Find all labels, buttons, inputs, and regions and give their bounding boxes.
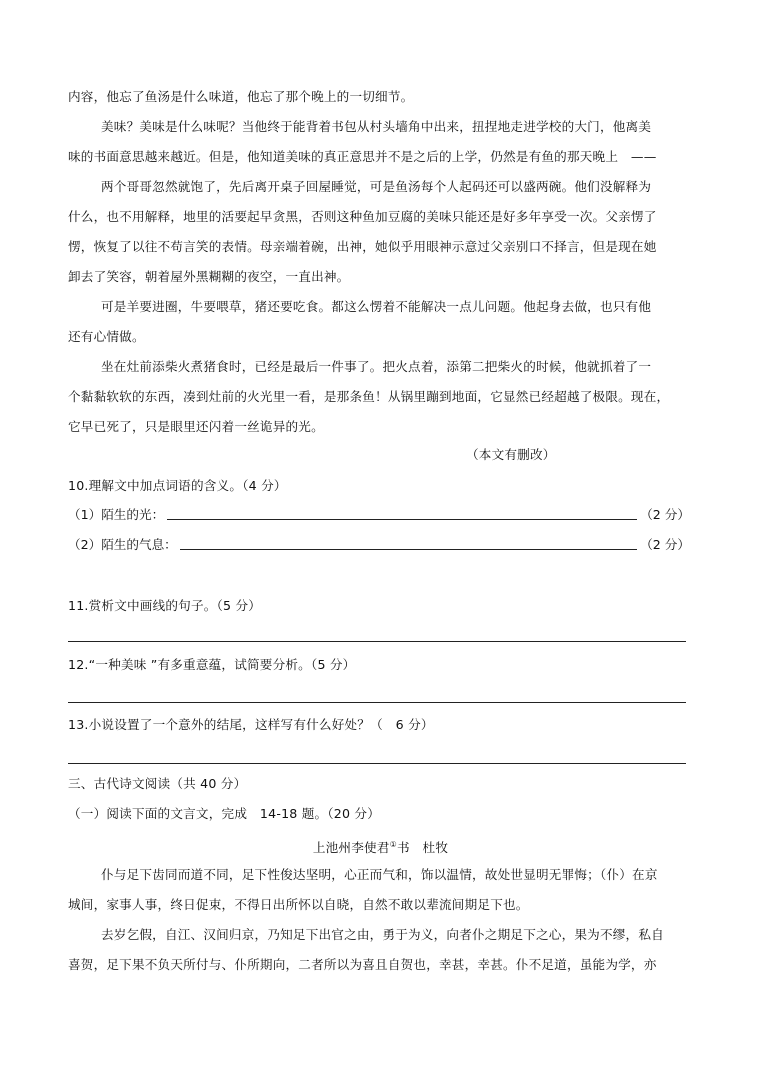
answer-line-12[interactable] bbox=[68, 702, 686, 703]
question-12: 12.“一种美味 ”有多重意蕴，试简要分析。（5 分） bbox=[68, 657, 356, 672]
title-main: 上池州李使君 bbox=[312, 840, 390, 856]
classical-line: 喜贺，足下果不负天所付与、仆所期向，二者所以为喜且自贺也，幸甚，幸甚。仆不足道，虽能为学，亦 bbox=[68, 957, 657, 972]
question-10-2-row bbox=[68, 537, 690, 553]
question-10-1-label: （1）陌生的光： bbox=[68, 507, 165, 522]
answer-blank-10-1[interactable] bbox=[167, 507, 637, 520]
answer-line-13[interactable] bbox=[68, 763, 686, 764]
passage-line: 它早已死了，只是眼里还闪着一丝诡异的光。 bbox=[68, 419, 324, 434]
question-10-1-row bbox=[68, 507, 690, 523]
classical-line: 城间，家事人事，终日促束，不得日出所怀以自晓，自然不敢以辈流间期足下也。 bbox=[68, 897, 529, 912]
passage-line: 还有心情做。 bbox=[68, 329, 145, 344]
section-heading: 三、古代诗文阅读（共 40 分） bbox=[68, 776, 247, 791]
passage-line: 什么，也不用解释，地里的活要起早贪黑，否则这种鱼加豆腐的美味只能还是好多年享受一次。父亲愣了 bbox=[68, 209, 657, 224]
passage-line: 两个哥哥忽然就饱了，先后离开桌子回屋睡觉，可是鱼汤每个人起码还可以盛两碗。他们没解释为 bbox=[101, 179, 652, 194]
classical-text-title bbox=[0, 837, 761, 856]
answer-line-11[interactable] bbox=[68, 641, 686, 642]
subsection-heading: （一）阅读下面的文言文，完成 14-18 题。（20 分） bbox=[68, 806, 381, 821]
passage-line: 美味？美味是什么味呢？当他终于能背着书包从村头墙角中出来，扭捏地走进学校的大门，他离美 bbox=[101, 119, 652, 134]
passage-line: 个黏黏软软的东西，凑到灶前的火光里一看，是那条鱼！从锅里蹦到地面，它显然已经超越了极限。现在， bbox=[68, 389, 670, 404]
question-10-1-score: （2 分） bbox=[640, 507, 690, 522]
passage-line: 可是羊要进圈，牛要喂草，猪还要吃食。都这么愣着不能解决一点儿问题。他起身去做，也只有他 bbox=[101, 299, 652, 314]
classical-line: 仆与足下齿同而道不同，足下性俊达坚明，心正而气和，饰以温情，故处世显明无罪悔；（仆）在京 bbox=[101, 867, 658, 882]
classical-line: 去岁乞假，自江、汉间归京，乃知足下出官之由，勇于为义，向者仆之期足下之心，果为不缪，私自 bbox=[101, 927, 664, 942]
question-11: 11.赏析文中画线的句子。（5 分） bbox=[68, 598, 262, 613]
question-13: 13.小说设置了一个意外的结尾，这样写有什么好处？（ 6 分） bbox=[68, 717, 434, 732]
passage-line: 味的书面意思越来越近。但是，他知道美味的真正意思并不是之后的上学，仍然是有鱼的那天晚上 —— bbox=[68, 149, 657, 164]
question-10-2-label: （2）陌生的气息： bbox=[68, 537, 177, 552]
passage-line: 愣，恢复了以往不苟言笑的表情。母亲端着碗，出神，她似乎用眼神示意过父亲别口不择言，但是现在她 bbox=[68, 239, 657, 254]
source-note: （本文有删改） bbox=[466, 447, 556, 462]
title-tail: 书 杜牧 bbox=[396, 840, 449, 856]
passage-line: 坐在灶前添柴火煮猪食时，已经是最后一件事了。把火点着，添第二把柴火的时候，他就抓着了一 bbox=[101, 359, 652, 374]
answer-blank-10-2[interactable] bbox=[180, 537, 637, 550]
question-10: 10.理解文中加点词语的含义。（4 分） bbox=[68, 478, 287, 493]
passage-line: 内容，他忘了鱼汤是什么味道，他忘了那个晚上的一切细节。 bbox=[68, 89, 414, 104]
passage-line: 卸去了笑容，朝着屋外黑糊糊的夜空，一直出神。 bbox=[68, 269, 350, 284]
question-10-2-score: （2 分） bbox=[640, 537, 690, 552]
footnote-marker: ① bbox=[389, 840, 397, 849]
